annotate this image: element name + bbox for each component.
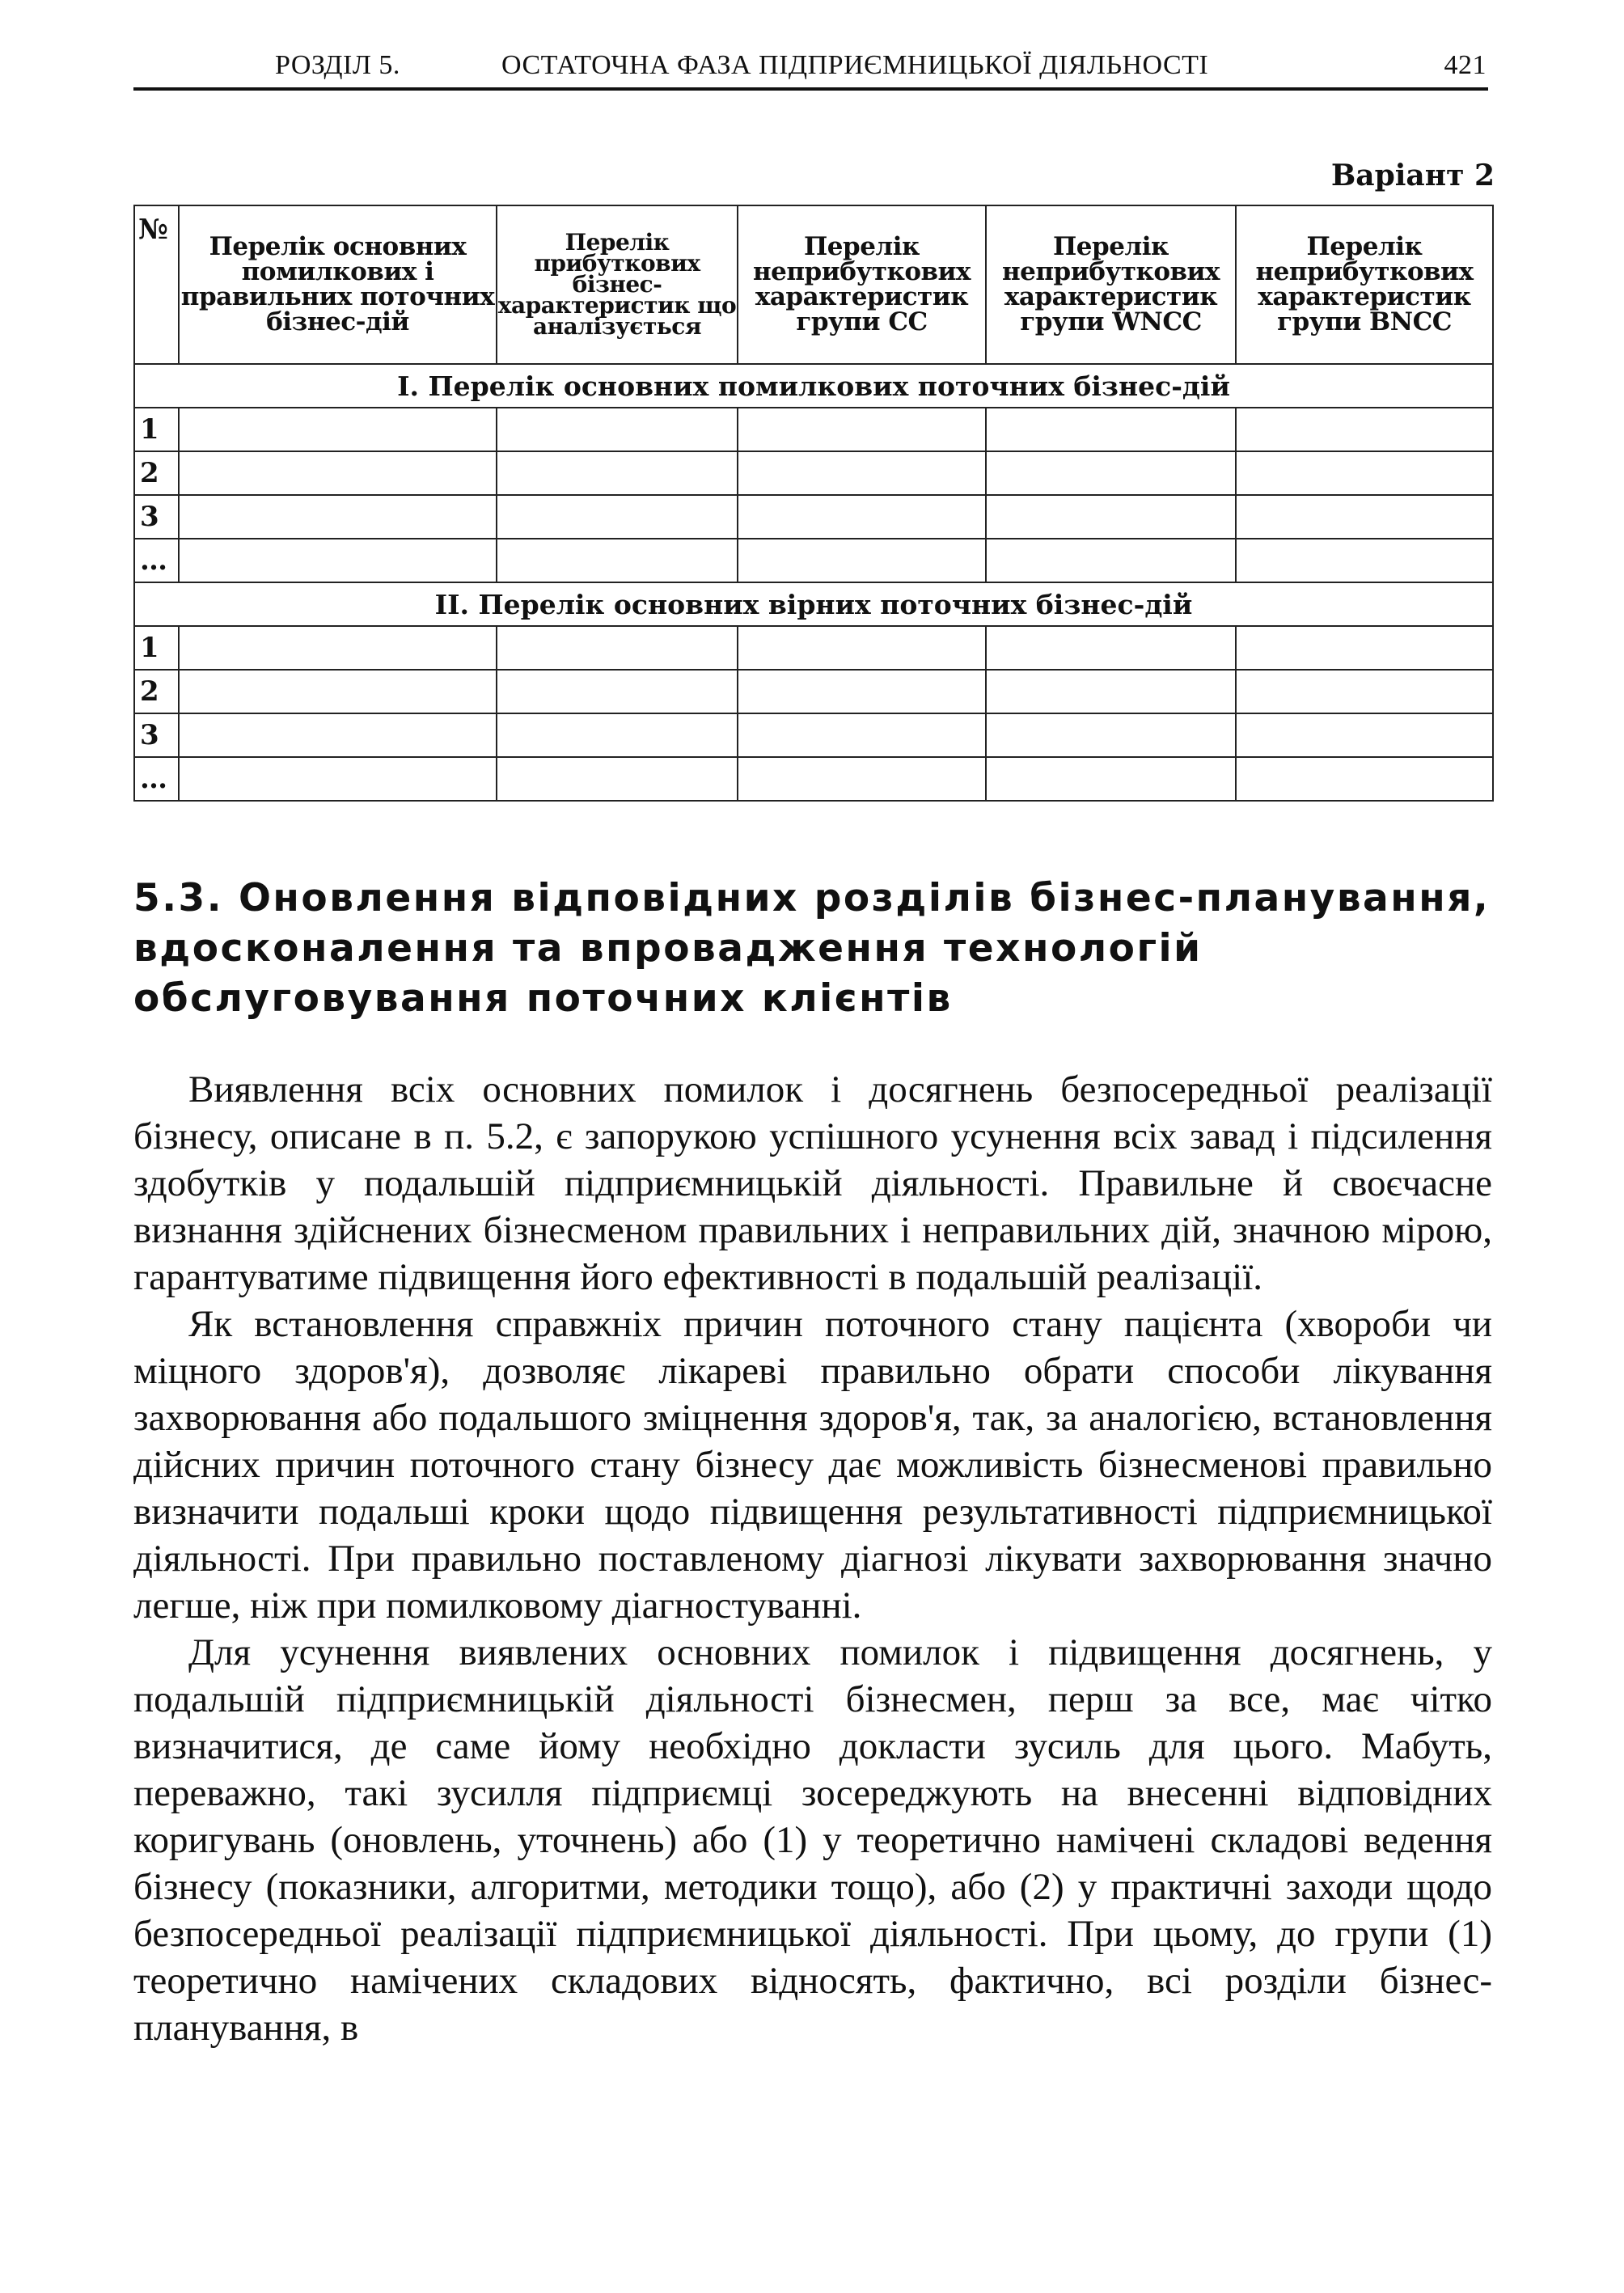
body-text [133, 1066, 1492, 2051]
row-number: … [134, 757, 179, 801]
column-header-number: № [134, 205, 179, 364]
row-number: 3 [134, 495, 179, 539]
table-row [134, 495, 1493, 539]
section-1-title: І. Перелік основних помилкових поточних бізнес-дій [134, 364, 1493, 408]
paragraph: Для усунення виявлених основних помилок і підвищення досягнень, у подальшій підприємницькій діяльності бізнесмен, перш за все, має чітко визначитися, де саме йому необхідно докласти зусиль для цього. Мабуть, переважно, такі зусилля підприємці зосереджують на внесенні відповідних коригувань (оновлень, уточнень) або (1) у теоретично намічені складові ведення бізнесу (показники, алгоритми, методики тощо), або (2) у практичні заходи щодо безпосередньої реалізації підприємницької діяльності. При цьому, до групи (1) теоретично намічених складових відносять, фактично, всі розділи бізнес-планування, в [133, 1631, 1492, 2049]
page-number: 421 [1444, 50, 1487, 80]
table-row [134, 670, 1493, 713]
variant-label: Варіант 2 [1330, 159, 1495, 192]
header-title: ОСТАТОЧНА ФАЗА ПІДПРИЄМНИЦЬКОЇ ДІЯЛЬНОСТІ [501, 50, 1209, 80]
section-heading: 5.3. Оновлення відповідних розділів бізнес-планування, вдосконалення та впровадження технологій обслуговування поточних клієнтів [133, 876, 1491, 1021]
table-section-row [134, 364, 1493, 408]
section-2-title: ІІ. Перелік основних вірних поточних бізнес-дій [134, 582, 1493, 626]
table-row [134, 757, 1493, 801]
table-row [134, 451, 1493, 495]
column-header-bncc: Перелік неприбуткових характеристик групи BNCC [1236, 205, 1493, 364]
column-header-wncc: Перелік неприбуткових характеристик групи WNCC [986, 205, 1236, 364]
paragraph: Як встановлення справжніх причин поточного стану пацієнта (хвороби чи міцного здоров'я), дозволяє лікареві правильно обрати способи лікування захворювання або подальшого зміцнення здоров'я, так, за аналогією, встановлення дійсних причин поточного стану бізнесу дає можливість бізнесменові правильно визначити подальші кроки щодо підвищення результативності підприємницької діяльності. При правильно поставленому діагнозі лікувати захворювання значно легше, ніж при помилковому діагностуванні. [133, 1303, 1492, 1627]
header-section: РОЗДІЛ 5. [275, 50, 400, 80]
row-number: 2 [134, 670, 179, 713]
table-header-row [134, 205, 1493, 364]
page-header [133, 47, 1488, 91]
row-number: 1 [134, 626, 179, 670]
column-header-cc: Перелік неприбуткових характеристик групи СС [738, 205, 986, 364]
business-actions-table [133, 205, 1494, 802]
row-number: … [134, 539, 179, 582]
table-row [134, 408, 1493, 451]
row-number: 3 [134, 713, 179, 757]
table-section-row [134, 582, 1493, 626]
table-row [134, 539, 1493, 582]
row-number: 1 [134, 408, 179, 451]
paragraph: Виявлення всіх основних помилок і досягнень безпосередньої реалізації бізнесу, описане в п. 5.2, є запорукою успішного усунення всіх завад і підсилення здобутків у подальшій підприємницькій діяльності. Правильне й своєчасне визнання здійснених бізнесменом правильних і неправильних дій, значною мірою, гарантуватиме підвищення його ефективності в подальшій реалізації. [133, 1068, 1492, 1298]
row-number: 2 [134, 451, 179, 495]
column-header-profitable: Перелік прибуткових бізнес-характеристик що аналізується [497, 205, 738, 364]
column-header-actions: Перелік основних помилкових і правильних поточних бізнес-дій [179, 205, 497, 364]
table-row [134, 626, 1493, 670]
table-row [134, 713, 1493, 757]
